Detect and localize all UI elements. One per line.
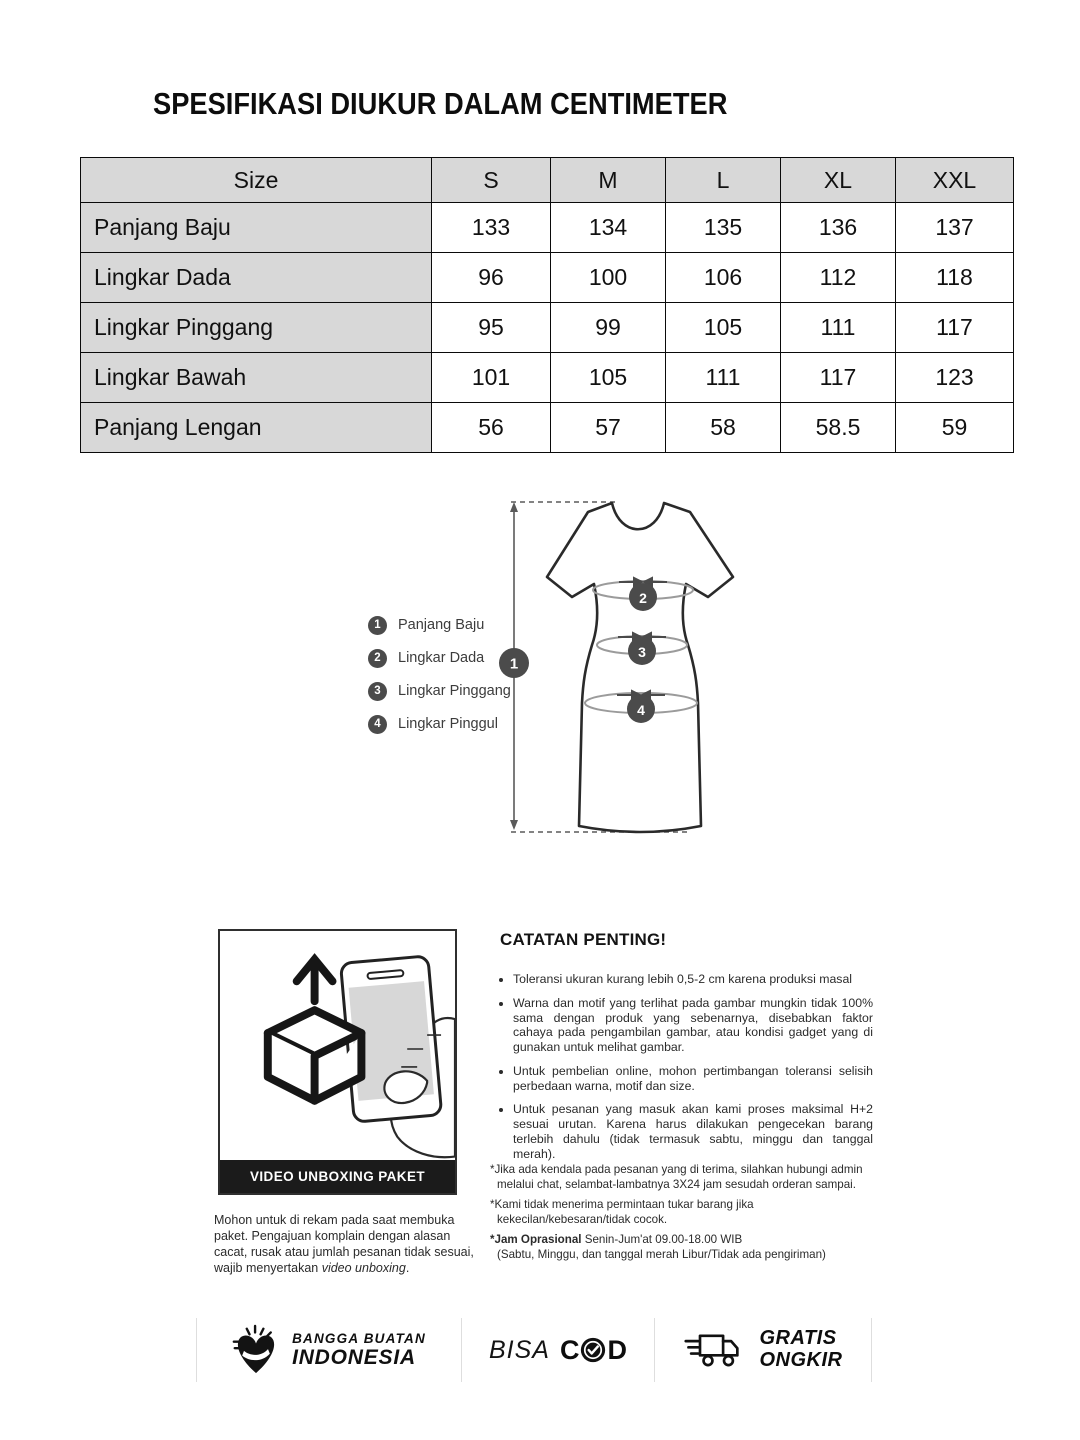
table-row [81,303,1014,353]
footnote [490,1233,886,1262]
unboxing-banner: VIDEO UNBOXING PAKET [220,1160,455,1193]
unboxing-note-end: . [405,1261,410,1275]
row-label: Panjang Lengan [81,403,432,453]
table-cell: 135 [666,203,781,253]
arrow-down-icon [510,820,518,830]
footnote-rest: Senin-Jum'at 09.00-18.00 WIB [581,1233,743,1247]
legend-number-badge: 3 [368,682,387,701]
dress-outline [547,503,733,832]
table-header-row [81,158,1014,203]
legend-label: Lingkar Dada [398,650,485,666]
heart-logo-icon [232,1322,280,1378]
table-row [81,403,1014,453]
legend-number-badge: 1 [368,616,387,635]
table-cell: 105 [551,353,666,403]
table-cell: 111 [781,303,896,353]
table-cell: 133 [432,203,551,253]
note-bullet: • Untuk pesanan yang masuk akan kami proses maksimal H+2 sesuai urutan. Karena harus dilakukan pengecekan barang terlebih dahulu (tidak termasuk sabtu, minggu dan tanggal merah). [513,1102,873,1161]
table-cell: 123 [896,353,1014,403]
arrow-up-icon [297,959,333,1001]
svg-text:2: 2 [639,590,647,606]
note-bullet: • Toleransi ukuran kurang lebih 0,5-2 cm karena produksi masal [513,972,873,987]
col-header-size: Size [81,158,432,203]
truck-icon [684,1328,748,1372]
footnote: *Kami tidak menerima permintaan tukar barang jika kekecilan/kebesaran/tidak cocok. [490,1198,754,1226]
badge-text [760,1328,843,1371]
table-cell: 117 [781,353,896,403]
unboxing-illustration [220,931,455,1160]
col-header-m: M [551,158,666,203]
badge-gratis-ongkir [654,1318,872,1382]
svg-text:4: 4 [637,702,645,718]
row-label: Lingkar Dada [81,253,432,303]
table-cell: 95 [432,303,551,353]
table-cell: 112 [781,253,896,303]
page-title: SPESIFIKASI DIUKUR DALAM CENTIMETER [153,86,728,121]
cod-letter-c: C [559,1334,580,1365]
table-cell: 101 [432,353,551,403]
table-cell: 136 [781,203,896,253]
badge-bisa-cod [461,1318,654,1382]
table-row [81,253,1014,303]
row-label: Lingkar Bawah [81,353,432,403]
svg-text:1: 1 [509,655,519,673]
table-cell: 100 [551,253,666,303]
badge-text [292,1331,426,1369]
legend-item [368,615,511,635]
cod-check-circle-icon [580,1337,606,1363]
row-label: Lingkar Pinggang [81,303,432,353]
table-row [81,353,1014,403]
col-header-xl: XL [781,158,896,203]
footnote-bold: *Jam Oprasional [490,1233,582,1247]
footnote-line2: (Sabtu, Minggu, dan tanggal merah Libur/Tidak ada pengiriman) [497,1247,826,1261]
col-header-xxl: XXL [896,158,1014,203]
note-bullet: • Untuk pembelian online, mohon pertimbangan toleransi selisih perbedaan warna, motif dan size. [513,1064,873,1094]
badge-line: ONGKIR [759,1349,843,1371]
arrow-up-icon [510,502,518,512]
bisa-label: BISA [489,1335,550,1364]
package-box-icon [268,1010,362,1101]
row-label: Panjang Baju [81,203,432,253]
table-cell: 106 [666,253,781,303]
table-cell: 111 [666,353,781,403]
marker-4 [627,695,655,723]
legend-item [368,648,511,668]
footer-badges [196,1318,872,1382]
cod-letter-d: D [607,1334,627,1365]
table-cell: 137 [896,203,1014,253]
size-table [80,157,1014,453]
unboxing-note-text: Mohon untuk di rekam pada saat membuka paket. Pengajuan komplain dengan alasan cacat, rusak atau jumlah pesanan tidak sesuai, wajib menyertakan [214,1213,474,1275]
notes-heading: CATATAN PENTING! [500,930,667,949]
legend-label: Lingkar Pinggul [398,716,498,732]
badge-line: BANGGA BUATAN [292,1331,426,1347]
footnote: *Jika ada kendala pada pesanan yang di terima, silahkan hubungi admin melalui chat, selambat-lambatnya 3X24 jam sesudah orderan sampai. [490,1163,863,1191]
table-cell: 134 [551,203,666,253]
table-cell: 117 [896,303,1014,353]
notes-list [497,972,873,1170]
unboxing-note [214,1212,480,1276]
table-cell: 99 [551,303,666,353]
legend-number-badge: 2 [368,649,387,668]
table-cell: 58 [666,403,781,453]
cod-label [560,1335,627,1366]
svg-text:3: 3 [638,644,646,660]
legend-item [368,714,511,734]
legend-label: Lingkar Pinggang [398,683,511,699]
measurement-legend [368,615,511,747]
table-cell: 59 [896,403,1014,453]
col-header-l: L [666,158,781,203]
unboxing-panel [218,929,457,1195]
table-cell: 57 [551,403,666,453]
table-row [81,203,1014,253]
badge-bangga-buatan-indonesia [196,1318,461,1382]
table-cell: 96 [432,253,551,303]
table-cell: 58.5 [781,403,896,453]
note-bullet: • Warna dan motif yang terlihat pada gambar mungkin tidak 100% sama dengan produk yang sebenarnya, disebabkan faktor cahaya pada pengambilan gambar, atau kondisi gadget yang di gunakan untuk melihat gambar. [513,996,873,1055]
badge-line: GRATIS [759,1327,837,1350]
footnotes [490,1163,886,1269]
table-cell: 56 [432,403,551,453]
marker-3 [628,637,656,665]
legend-number-badge: 4 [368,715,387,734]
badge-line: INDONESIA [292,1345,416,1369]
legend-item [368,681,511,701]
marker-2 [629,583,657,611]
unboxing-note-italic: video unboxing [321,1261,406,1275]
table-cell: 105 [666,303,781,353]
legend-label: Panjang Baju [398,617,485,633]
table-cell: 118 [896,253,1014,303]
col-header-s: S [432,158,551,203]
